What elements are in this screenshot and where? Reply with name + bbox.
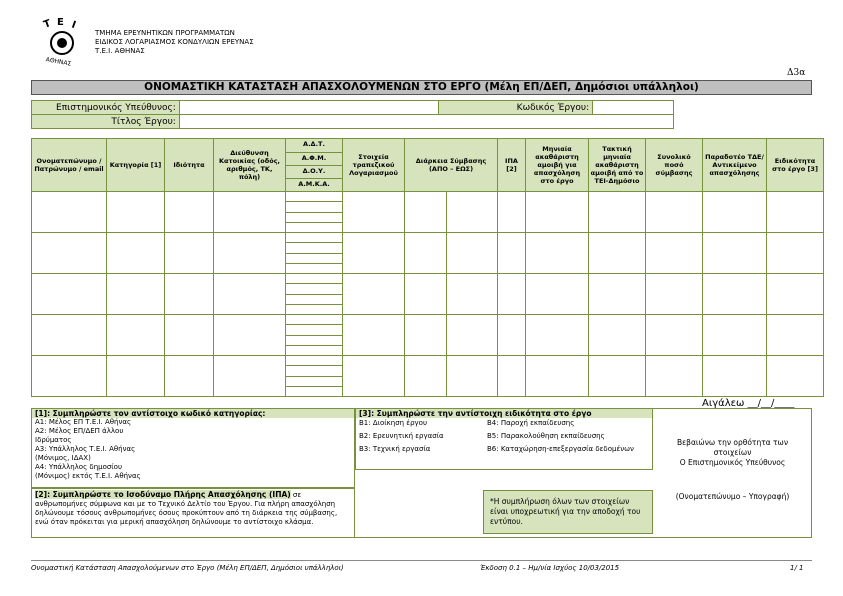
table-cell[interactable]	[498, 192, 526, 233]
confirm-line-2: στοιχείων	[713, 448, 752, 457]
table-cell[interactable]	[32, 192, 107, 233]
table-cell[interactable]	[214, 233, 286, 274]
table-body	[32, 192, 824, 397]
table-cell[interactable]	[498, 315, 526, 356]
specialty-item: Β3: Τεχνική εργασία	[359, 445, 431, 453]
page-title: ΟΝΟΜΑΣΤΙΚΗ ΚΑΤΑΣΤΑΣΗ ΑΠΑΣΧΟΛΟΥΜΕΝΩΝ ΣΤΟ ΕΡΓΟ (Μέλη ΕΠ/ΔΕΠ, Δημόσιοι υπάλληλοι)	[31, 80, 812, 95]
scientific-lead-field[interactable]	[179, 101, 439, 115]
id-subcell[interactable]	[286, 222, 342, 232]
svg-text:Ε: Ε	[57, 17, 64, 28]
table-cell[interactable]	[286, 274, 343, 315]
table-cell[interactable]	[343, 233, 405, 274]
table-cell[interactable]	[343, 315, 405, 356]
category-item: (Μόνιμος) εκτός Τ.Ε.Ι. Αθήνας	[35, 472, 141, 480]
scientific-lead-label: Επιστημονικός Υπεύθυνος:	[32, 101, 180, 115]
table-cell[interactable]	[526, 192, 589, 233]
project-code-label: Κωδικός Έργου:	[439, 101, 593, 115]
id-subcell[interactable]	[286, 233, 342, 242]
id-subcell[interactable]	[286, 283, 342, 293]
table-cell[interactable]	[589, 356, 646, 397]
table-cell[interactable]	[498, 356, 526, 397]
table-cell[interactable]	[589, 192, 646, 233]
ipa-legend-body: ανθρωπομήνες σύμφωνα και με το Τεχνικό Δελτίο του Έργου. Για πλήρη απασχόληση δηλώνουμε τόσους ανθρωπομήνες όσους προκύπτουν από τη διάρκεια της σύμβασης, ενώ όταν πρόκειται για μερική απασχόληση δηλώνουμε το αντίστοιχο κλάσμα.	[35, 500, 338, 526]
table-cell[interactable]	[214, 315, 286, 356]
table-cell[interactable]	[107, 356, 165, 397]
project-title-field[interactable]	[179, 115, 673, 129]
id-subcell[interactable]	[286, 365, 342, 375]
table-cell[interactable]	[447, 356, 498, 397]
table-cell[interactable]	[214, 274, 286, 315]
signature-date: Αιγάλεω __/__/____	[702, 398, 795, 409]
table-cell[interactable]	[405, 274, 447, 315]
table-cell[interactable]	[703, 192, 767, 233]
table-cell[interactable]	[214, 356, 286, 397]
table-cell[interactable]	[498, 274, 526, 315]
table-cell[interactable]	[646, 315, 703, 356]
svg-text:ΑΘΗΝΑΣ: ΑΘΗΝΑΣ	[45, 56, 72, 68]
confirm-line-3: Ο Επιστημονικός Υπεύθυνος	[679, 458, 786, 467]
table-cell[interactable]	[447, 192, 498, 233]
category-legend-header: [1]: Συμπληρώστε τον αντίστοιχο κωδικό κατηγορίας:	[32, 409, 354, 418]
id-subcell[interactable]	[286, 386, 342, 396]
col-header-monthly-gross: Μηνιαία ακαθάριστη αμοιβή για απασχόληση στο έργο	[526, 139, 589, 192]
ipa-legend	[31, 488, 355, 538]
table-cell[interactable]	[405, 356, 447, 397]
category-item: (Μόνιμος, ΙΔΑΧ)	[35, 454, 91, 462]
table-cell[interactable]	[447, 274, 498, 315]
form-code: Δ3α	[787, 68, 806, 78]
category-item: Α3: Υπάλληλος Τ.Ε.Ι. Αθήνας	[35, 445, 136, 453]
tei-logo	[36, 16, 88, 68]
table-cell[interactable]	[165, 233, 214, 274]
id-subcell[interactable]	[286, 335, 342, 345]
signature-box	[653, 408, 812, 538]
specialty-legend-header: [3]: Συμπληρώστε την αντίστοιχη ειδικότητα στο έργο	[356, 409, 652, 418]
table-cell[interactable]	[646, 356, 703, 397]
col-header-duration: Διάρκεια Σύμβασης (ΑΠΟ – ΕΩΣ)	[405, 139, 498, 192]
specialty-item: Β6: Καταχώρηση-επεξεργασία δεδομένων	[487, 445, 634, 453]
category-item: Ιδρύματος	[35, 436, 72, 444]
col-header-ipa: ΙΠΑ [2]	[498, 139, 526, 192]
table-row	[32, 233, 824, 274]
table-row	[32, 274, 824, 315]
table-cell[interactable]	[767, 315, 824, 356]
organization-header	[95, 29, 254, 56]
table-cell[interactable]	[107, 315, 165, 356]
specialty-legend	[355, 408, 653, 470]
table-cell[interactable]	[498, 233, 526, 274]
category-item: Α1: Μέλος ΕΠ Τ.Ε.Ι. Αθήνας	[35, 418, 132, 426]
table-cell[interactable]	[703, 233, 767, 274]
col-header-total: Συνολικό ποσό σύμβασης	[646, 139, 703, 192]
table-cell[interactable]	[286, 233, 343, 274]
col-header-amka: Α.Μ.Κ.Α.	[286, 178, 342, 191]
table-cell[interactable]	[32, 233, 107, 274]
table-cell[interactable]	[589, 233, 646, 274]
table-cell[interactable]	[703, 356, 767, 397]
col-header-adt: Α.Δ.Τ.	[303, 140, 325, 148]
id-subcell[interactable]	[286, 294, 342, 304]
table-cell[interactable]	[32, 274, 107, 315]
id-subcell[interactable]	[286, 263, 342, 273]
table-cell[interactable]	[447, 315, 498, 356]
table-cell[interactable]	[589, 315, 646, 356]
footer-version: Έκδοση 0.1 – Ημ/νία Ισχύος 10/03/2015	[480, 564, 620, 572]
specialty-item: Β4: Παροχή εκπαίδευσης	[487, 419, 575, 427]
col-header-name: Ονοματεπώνυμο / Πατρώνυμο / email	[32, 139, 107, 192]
col-header-ids	[286, 139, 343, 192]
id-subcell[interactable]	[286, 253, 342, 263]
project-code-field[interactable]	[593, 101, 674, 115]
table-cell[interactable]	[526, 356, 589, 397]
table-cell[interactable]	[32, 315, 107, 356]
table-cell[interactable]	[526, 233, 589, 274]
table-cell[interactable]	[447, 233, 498, 274]
table-cell[interactable]	[646, 274, 703, 315]
col-header-doy: Δ.Ο.Υ.	[286, 165, 342, 178]
col-header-deliverable: Παραδοτέο ΤΔΕ/ Αντικείμενο απασχόλησης	[703, 139, 767, 192]
col-header-regular-pay: Τακτική μηνιαία ακαθάριστη αμοιβή από το ΤΕΙ-Δημόσιο	[589, 139, 646, 192]
specialty-item: Β1: Διοίκηση έργου	[359, 419, 428, 427]
table-header-row	[32, 139, 824, 192]
id-subcell[interactable]	[286, 315, 342, 324]
table-cell[interactable]	[165, 274, 214, 315]
table-cell[interactable]	[32, 356, 107, 397]
specialty-legend-list	[356, 418, 652, 455]
id-subcell[interactable]	[286, 274, 342, 283]
table-cell[interactable]	[526, 315, 589, 356]
table-cell[interactable]	[526, 274, 589, 315]
table-cell[interactable]	[343, 356, 405, 397]
id-subcell[interactable]	[286, 304, 342, 314]
table-cell[interactable]	[646, 233, 703, 274]
table-cell[interactable]	[165, 192, 214, 233]
table-cell[interactable]	[286, 192, 343, 233]
org-line-1: ΤΜΗΜΑ ΕΡΕΥΝΗΤΙΚΩΝ ΠΡΟΓΡΑΜΜΑΤΩΝ	[95, 29, 235, 37]
footer-left: Ονομαστική Κατάσταση Απασχολούμενων στο Έργο (Μέλη ΕΠ/ΔΕΠ, Δημόσιοι υπάλληλοι)	[31, 564, 344, 572]
project-info-table	[31, 100, 674, 129]
table-row	[32, 315, 824, 356]
col-header-afm: Α.Φ.Μ.	[286, 152, 342, 165]
id-subcell[interactable]	[286, 345, 342, 355]
mandatory-note: *Η συμπλήρωση όλων των στοιχείων είναι υποχρεωτική για την αποδοχή του εντύπου.	[483, 490, 653, 534]
table-cell[interactable]	[405, 315, 447, 356]
col-header-category: Κατηγορία [1]	[107, 139, 165, 192]
table-cell[interactable]	[107, 274, 165, 315]
id-subcell[interactable]	[286, 324, 342, 334]
table-cell[interactable]	[343, 274, 405, 315]
col-header-status: Ιδιότητα	[165, 139, 214, 192]
svg-text:Τ: Τ	[42, 18, 53, 31]
table-cell[interactable]	[107, 233, 165, 274]
table-cell[interactable]	[165, 315, 214, 356]
table-cell[interactable]	[165, 356, 214, 397]
col-header-specialty: Ειδικότητα στο έργο [3]	[767, 139, 824, 192]
col-header-address: Διεύθυνση Κατοικίας (οδός, αριθμός, ΤΚ, πόλη)	[214, 139, 286, 192]
table-cell[interactable]	[405, 233, 447, 274]
project-title-label: Τίτλος Έργου:	[32, 115, 180, 129]
table-cell[interactable]	[343, 192, 405, 233]
table-cell[interactable]	[767, 356, 824, 397]
category-legend	[31, 408, 355, 488]
table-cell[interactable]	[214, 192, 286, 233]
id-subcell[interactable]	[286, 376, 342, 386]
id-subcell[interactable]	[286, 212, 342, 222]
org-line-2: ΕΙΔΙΚΟΣ ΛΟΓΑΡΙΑΣΜΟΣ ΚΟΝΔΥΛΙΩΝ ΕΡΕΥΝΑΣ	[95, 38, 254, 46]
table-cell[interactable]	[767, 192, 824, 233]
table-cell[interactable]	[767, 274, 824, 315]
confirm-line-1: Βεβαιώνω την ορθότητα των	[676, 438, 789, 447]
table-cell[interactable]	[646, 192, 703, 233]
footer-page: 1/ 1	[790, 564, 804, 572]
category-legend-list	[32, 418, 354, 481]
table-cell[interactable]	[107, 192, 165, 233]
id-subcell[interactable]	[286, 242, 342, 252]
category-item: Α2: Μέλος ΕΠ/ΔΕΠ άλλου	[35, 427, 124, 435]
ipa-legend-header: [2]: Συμπληρώστε το Ισοδύναμο Πλήρης Απασχόλησης (ΙΠΑ)	[35, 490, 291, 499]
table-cell[interactable]	[767, 233, 824, 274]
specialty-item: Β2: Ερευνητική εργασία	[359, 432, 444, 440]
id-subcell[interactable]	[286, 192, 342, 201]
table-row	[32, 356, 824, 397]
category-item: Α4: Υπάλληλος δημοσίου	[35, 463, 123, 471]
table-cell[interactable]	[703, 315, 767, 356]
svg-text:Ι: Ι	[69, 19, 78, 32]
org-line-3: Τ.Ε.Ι. ΑΘΗΝΑΣ	[95, 47, 145, 55]
name-signature: (Ονοματεπώνυμο – Υπογραφή)	[675, 492, 790, 501]
table-cell[interactable]	[703, 274, 767, 315]
ipa-legend-header-rest: σε	[290, 491, 302, 499]
footer-divider	[31, 560, 812, 561]
ipa-legend-text	[32, 489, 354, 527]
table-cell[interactable]	[286, 315, 343, 356]
id-subcell[interactable]	[286, 201, 342, 211]
table-row	[32, 192, 824, 233]
col-header-bank: Στοιχεία τραπεζικού Λογαριασμού	[343, 139, 405, 192]
id-subcell[interactable]	[286, 356, 342, 365]
employees-table	[31, 138, 824, 397]
specialty-item: Β5: Παρακολούθηση εκπαίδευσης	[487, 432, 605, 440]
table-cell[interactable]	[405, 192, 447, 233]
table-cell[interactable]	[286, 356, 343, 397]
table-cell[interactable]	[589, 274, 646, 315]
